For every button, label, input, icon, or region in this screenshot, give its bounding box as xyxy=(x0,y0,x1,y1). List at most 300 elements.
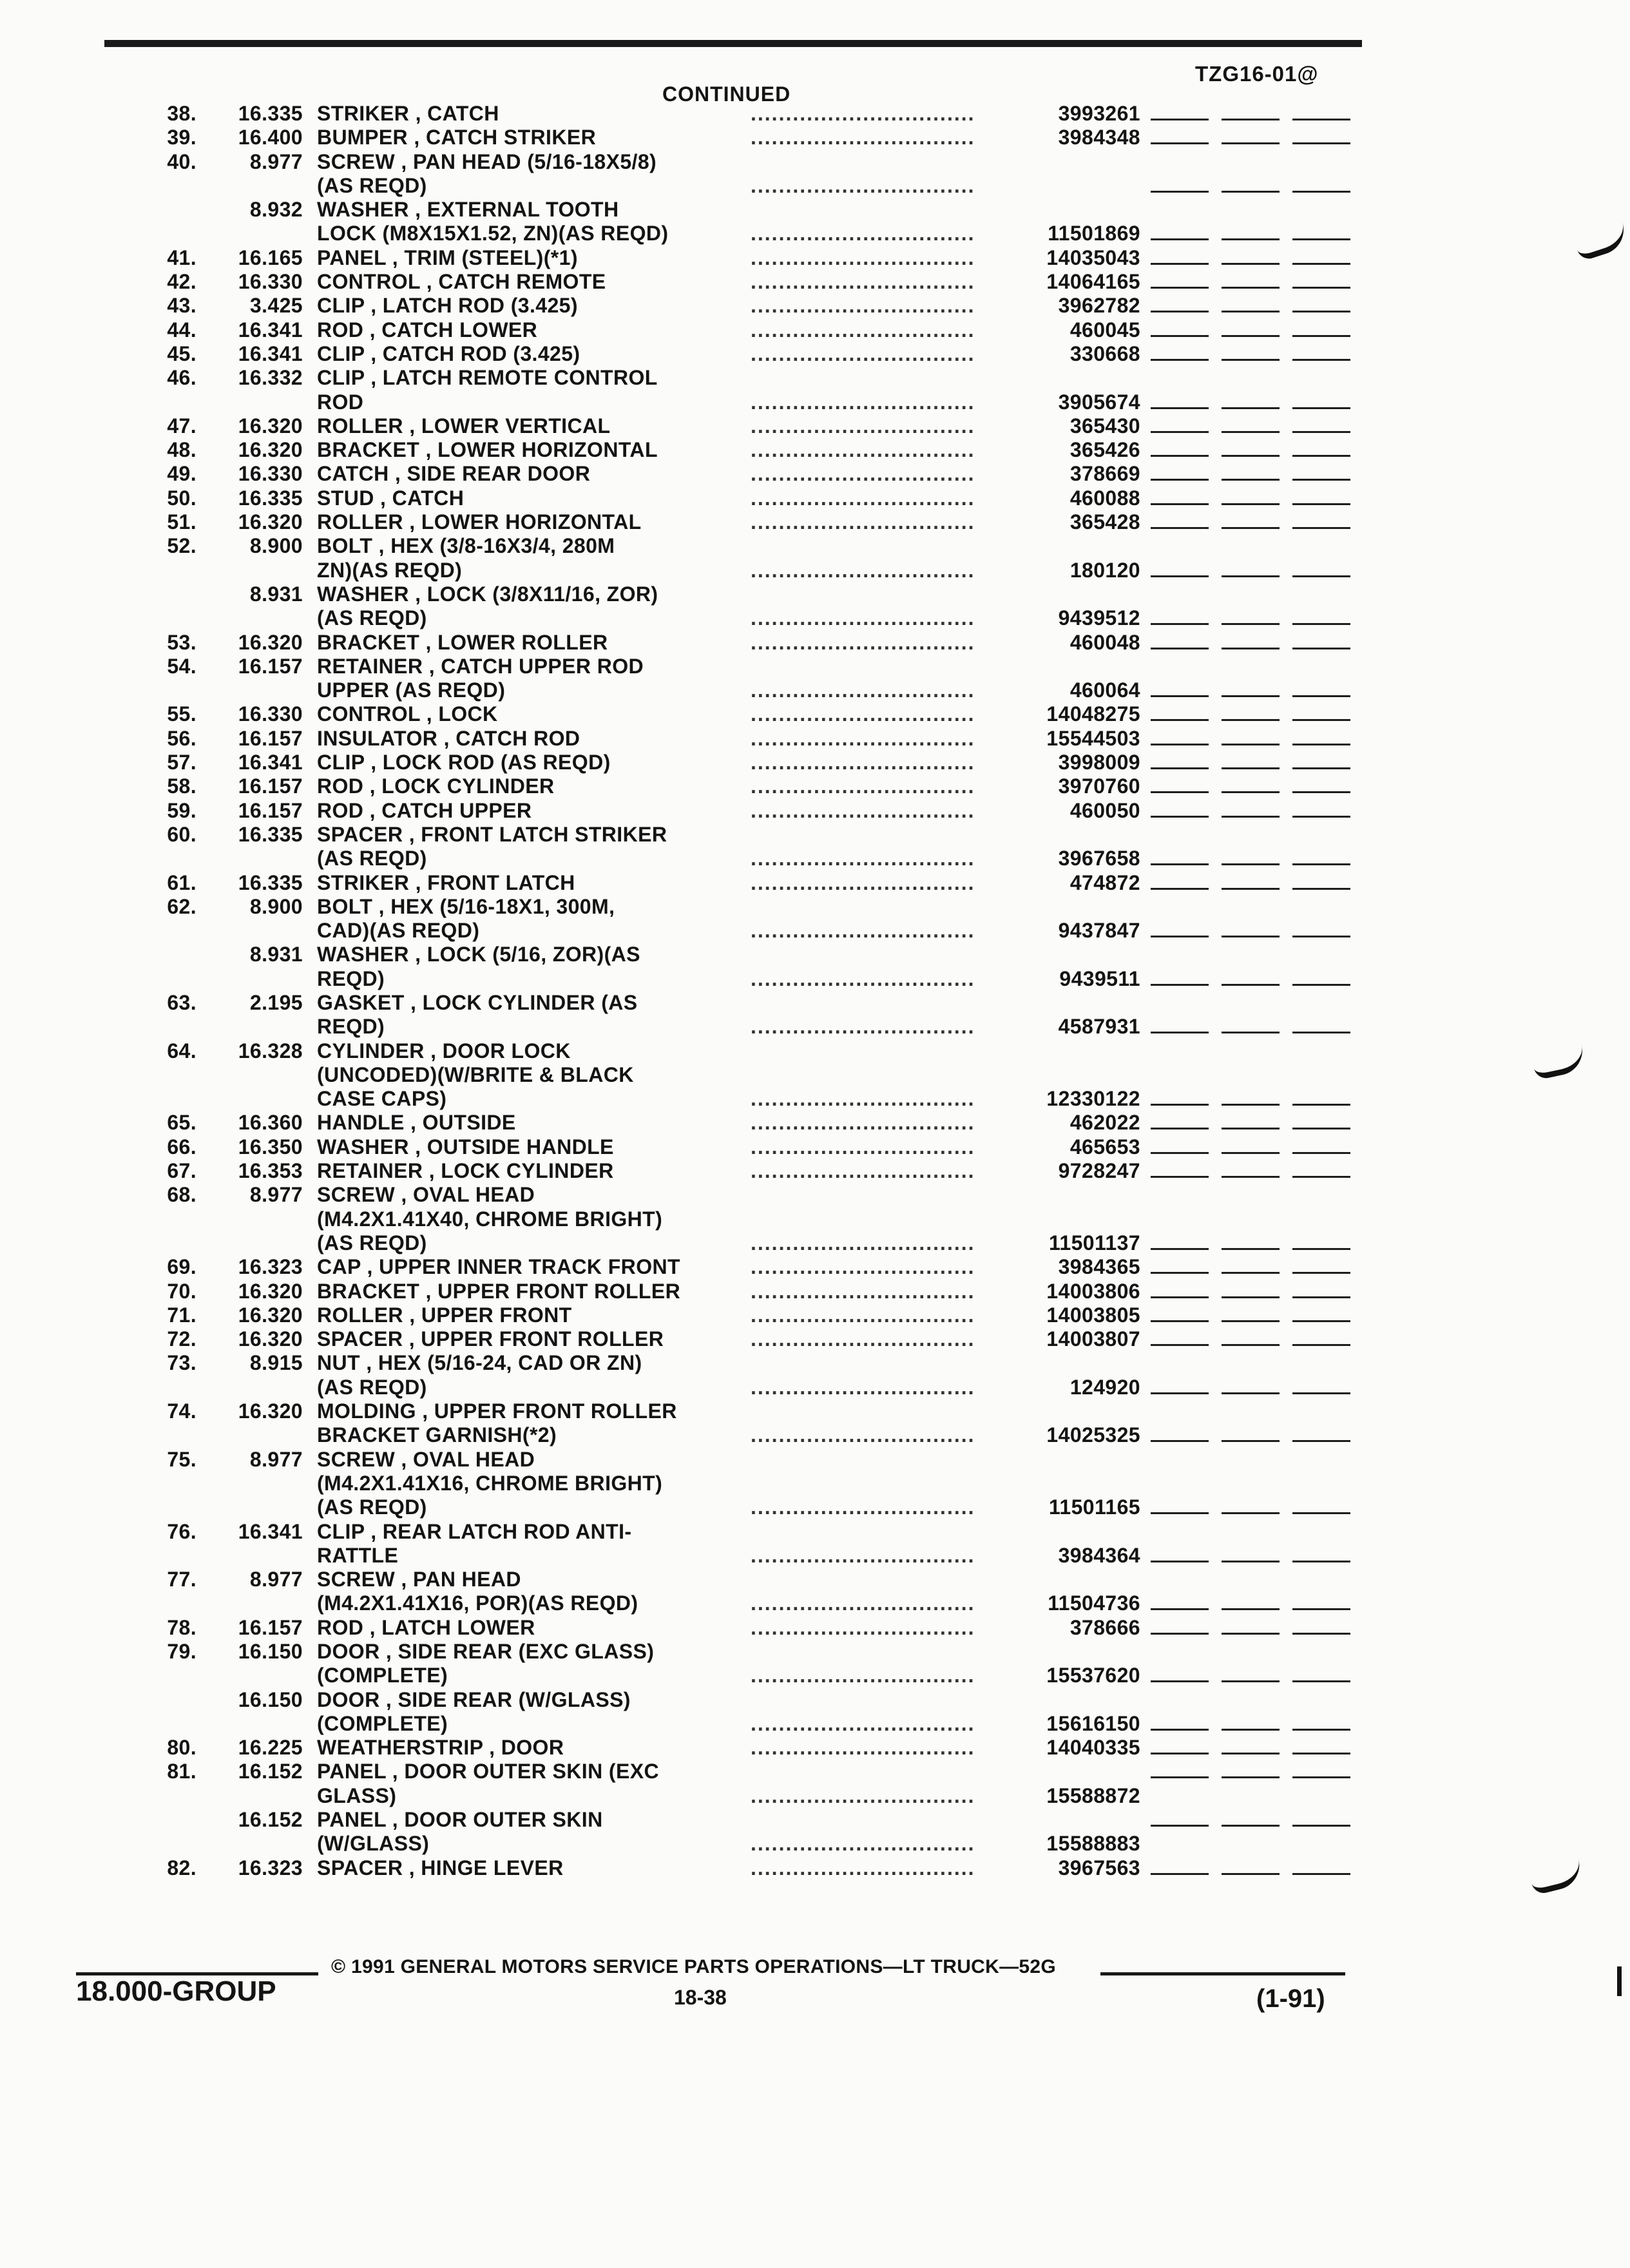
part-name: PANEL xyxy=(317,1808,387,1832)
part-name: ROD xyxy=(317,318,364,341)
quantity-blanks xyxy=(1151,455,1357,459)
blank-line xyxy=(1151,1104,1209,1106)
table-row xyxy=(0,1376,1629,1399)
blank-line xyxy=(1151,287,1209,289)
part-description xyxy=(317,582,713,606)
leader-dots: ................................ xyxy=(751,1375,975,1399)
part-description xyxy=(317,1255,713,1279)
item-number: 74. xyxy=(167,1399,197,1423)
blank-line xyxy=(1292,455,1350,457)
group-number: 16.320 xyxy=(238,1279,303,1303)
leader-dots: ................................ xyxy=(751,1423,975,1447)
part-name: ROD xyxy=(317,774,364,798)
table-row xyxy=(0,1255,1629,1279)
item-number: 82. xyxy=(167,1856,197,1879)
blank-line xyxy=(1151,119,1209,120)
part-qualifier: , UPPER FRONT ROLLER xyxy=(422,1399,677,1423)
item-number: 66. xyxy=(167,1135,197,1158)
item-number: 64. xyxy=(167,1039,197,1062)
item-number: 78. xyxy=(167,1615,197,1639)
blank-line xyxy=(1151,1296,1209,1298)
leader-dots: ................................ xyxy=(751,1015,975,1039)
part-number: 14003806 xyxy=(1046,1279,1140,1303)
part-qualifier: (M4.2X1.41X16, CHROME BRIGHT) xyxy=(317,1471,663,1495)
blank-line xyxy=(1222,1512,1280,1514)
quantity-blanks xyxy=(1151,1392,1357,1396)
blank-line xyxy=(1222,527,1280,529)
part-name: NUT xyxy=(317,1351,360,1375)
group-number: 16.225 xyxy=(238,1736,303,1760)
group-number: 16.341 xyxy=(238,341,303,365)
blank-line xyxy=(1292,1272,1350,1274)
blank-line xyxy=(1222,1873,1280,1875)
part-number: 14040335 xyxy=(1046,1736,1140,1760)
part-number: 4587931 xyxy=(1058,1015,1140,1039)
blank-line xyxy=(1151,863,1209,865)
edge-mark xyxy=(1617,1966,1622,1996)
blank-line xyxy=(1151,744,1209,745)
quantity-blanks xyxy=(1151,767,1357,771)
item-number: 60. xyxy=(167,822,197,846)
part-qualifier: , LOCK CYLINDER xyxy=(428,1159,614,1183)
quantity-blanks xyxy=(1151,431,1357,435)
blank-line xyxy=(1222,1128,1280,1129)
blank-line xyxy=(1222,431,1280,433)
quantity-blanks xyxy=(1151,863,1357,867)
part-qualifier: , OVAL HEAD xyxy=(401,1183,535,1207)
leader-dots: ................................ xyxy=(751,438,975,462)
table-row xyxy=(0,342,1629,366)
part-qualifier: , DOOR OUTER SKIN (EXC xyxy=(392,1760,659,1783)
item-number: 76. xyxy=(167,1519,197,1543)
quantity-blanks xyxy=(1151,1440,1357,1444)
quantity-blanks xyxy=(1151,479,1357,483)
part-qualifier: (COMPLETE) xyxy=(317,1664,448,1687)
quantity-blanks xyxy=(1151,1873,1357,1877)
blank-line xyxy=(1222,1248,1280,1250)
table-row xyxy=(0,1351,1629,1375)
group-number: 16.152 xyxy=(238,1760,303,1783)
quantity-blanks xyxy=(1151,1344,1357,1348)
part-qualifier: , DOOR OUTER SKIN xyxy=(392,1808,603,1832)
item-number: 58. xyxy=(167,774,197,798)
group-number: 3.425 xyxy=(249,294,303,318)
part-qualifier: , LOCK (3/8X11/16, ZOR) xyxy=(415,582,658,606)
blank-line xyxy=(1222,191,1280,193)
quantity-blanks xyxy=(1151,191,1357,195)
part-name: STUD xyxy=(317,486,374,510)
blank-line xyxy=(1292,1561,1350,1562)
quantity-blanks xyxy=(1151,719,1357,723)
quantity-blanks xyxy=(1151,407,1357,411)
table-row xyxy=(0,294,1629,318)
quantity-blanks xyxy=(1151,1633,1357,1637)
part-name: WASHER xyxy=(317,198,409,222)
leader-dots: ................................ xyxy=(751,1856,975,1879)
item-number: 61. xyxy=(167,870,197,894)
quantity-blanks xyxy=(1151,119,1357,122)
part-qualifier: REQD) xyxy=(317,966,385,990)
group-number: 16.400 xyxy=(238,126,303,149)
blank-line xyxy=(1222,455,1280,457)
leader-dots: ................................ xyxy=(751,966,975,990)
table-row xyxy=(0,895,1629,919)
blank-line xyxy=(1292,407,1350,409)
table-row xyxy=(0,1087,1629,1111)
blank-line xyxy=(1222,575,1280,577)
table-row xyxy=(0,1327,1629,1351)
blank-line xyxy=(1292,1753,1350,1754)
leader-dots: ................................ xyxy=(751,245,975,269)
table-row xyxy=(0,1472,1629,1495)
blank-line xyxy=(1222,1825,1280,1827)
part-qualifier: , CATCH xyxy=(380,486,465,510)
leader-dots: ................................ xyxy=(751,1087,975,1111)
blank-line xyxy=(1292,1344,1350,1346)
part-description xyxy=(317,1087,713,1111)
table-row xyxy=(0,606,1629,630)
quantity-blanks xyxy=(1151,1825,1357,1829)
part-qualifier: , LATCH ROD (3.425) xyxy=(370,294,578,318)
part-number: 3993261 xyxy=(1058,102,1140,125)
part-number: 330668 xyxy=(1069,341,1140,365)
quantity-blanks xyxy=(1151,359,1357,363)
blank-line xyxy=(1292,238,1350,240)
part-description xyxy=(317,1736,713,1760)
table-row xyxy=(0,847,1629,870)
blank-line xyxy=(1222,984,1280,986)
part-qualifier: , LATCH REMOTE CONTROL xyxy=(370,366,658,390)
blank-line xyxy=(1292,311,1350,312)
table-row xyxy=(0,1063,1629,1087)
part-description xyxy=(317,967,713,991)
group-number: 16.320 xyxy=(238,1399,303,1423)
part-name: SPACER xyxy=(317,1327,403,1351)
part-qualifier: , LOWER ROLLER xyxy=(425,630,608,654)
blank-line xyxy=(1292,1633,1350,1635)
part-name: PANEL xyxy=(317,1760,387,1783)
table-row xyxy=(0,222,1629,245)
quantity-blanks xyxy=(1151,238,1357,242)
part-description xyxy=(317,1351,713,1375)
part-number: 11501869 xyxy=(1048,222,1140,245)
blank-line xyxy=(1151,767,1209,769)
blank-line xyxy=(1222,335,1280,337)
leader-dots: ................................ xyxy=(751,1231,975,1254)
table-row xyxy=(0,1591,1629,1615)
blank-line xyxy=(1222,791,1280,793)
quantity-blanks xyxy=(1151,1561,1357,1564)
item-number: 53. xyxy=(167,630,197,654)
part-description xyxy=(317,366,713,390)
part-number: 11501137 xyxy=(1048,1231,1140,1254)
part-description xyxy=(317,559,713,582)
blank-line xyxy=(1151,1032,1209,1033)
blank-line xyxy=(1222,623,1280,625)
leader-dots: ................................ xyxy=(751,1111,975,1135)
blank-line xyxy=(1292,984,1350,986)
leader-dots: ................................ xyxy=(751,1495,975,1519)
part-qualifier: (AS REQD) xyxy=(317,173,427,197)
part-number: 3967658 xyxy=(1058,847,1140,870)
part-number: 3984364 xyxy=(1058,1543,1140,1567)
leader-dots: ................................ xyxy=(751,1664,975,1687)
item-number: 80. xyxy=(167,1736,197,1760)
blank-line xyxy=(1151,719,1209,721)
part-qualifier: ROD xyxy=(317,390,364,414)
part-name: ROD xyxy=(317,798,364,822)
blank-line xyxy=(1151,1344,1209,1346)
table-row xyxy=(0,1616,1629,1640)
part-description xyxy=(317,847,713,870)
part-qualifier: LOCK (M8X15X1.52, ZN)(AS REQD) xyxy=(317,222,669,245)
blank-line xyxy=(1222,1176,1280,1178)
group-number: 16.335 xyxy=(238,486,303,510)
part-number: 11504736 xyxy=(1048,1591,1140,1615)
group-number: 16.320 xyxy=(238,510,303,534)
blank-line xyxy=(1292,191,1350,193)
leader-dots: ................................ xyxy=(751,510,975,534)
part-name: BOLT xyxy=(317,534,373,558)
blank-line xyxy=(1151,1753,1209,1754)
part-number: 365430 xyxy=(1069,414,1140,437)
part-description xyxy=(317,1808,713,1832)
group-number: 16.350 xyxy=(238,1135,303,1158)
table-row xyxy=(0,270,1629,294)
quantity-blanks xyxy=(1151,816,1357,820)
part-name: SCREW xyxy=(317,1568,396,1591)
footer-group: 18.000-GROUP xyxy=(76,1975,276,2007)
part-name: ROD xyxy=(317,1615,364,1639)
table-row xyxy=(0,1207,1629,1231)
item-number: 45. xyxy=(167,341,197,365)
part-description xyxy=(317,1688,713,1712)
quantity-blanks xyxy=(1151,1176,1357,1180)
leader-dots: ................................ xyxy=(751,847,975,870)
table-row xyxy=(0,1520,1629,1544)
blank-line xyxy=(1222,1729,1280,1731)
item-number: 51. xyxy=(167,510,197,534)
group-number: 16.165 xyxy=(238,245,303,269)
quantity-blanks xyxy=(1151,984,1357,988)
part-name: SPACER xyxy=(317,1856,403,1879)
item-number: 65. xyxy=(167,1111,197,1135)
part-description xyxy=(317,222,713,245)
part-description xyxy=(317,1472,713,1495)
item-number: 43. xyxy=(167,294,197,318)
part-number: 3998009 xyxy=(1058,751,1140,774)
quantity-blanks xyxy=(1151,263,1357,267)
part-name: SCREW xyxy=(317,1183,396,1207)
blank-line xyxy=(1222,1440,1280,1442)
part-name: STRIKER xyxy=(317,102,410,125)
quantity-blanks xyxy=(1151,1776,1357,1780)
blank-line xyxy=(1292,816,1350,818)
blank-line xyxy=(1151,1440,1209,1442)
blank-line xyxy=(1222,1152,1280,1154)
part-number: 14003805 xyxy=(1046,1303,1140,1327)
part-number: 14003807 xyxy=(1046,1327,1140,1351)
part-description xyxy=(317,1640,713,1664)
part-name: CLIP xyxy=(317,341,365,365)
blank-line xyxy=(1222,479,1280,481)
part-qualifier: , FRONT LATCH STRIKER xyxy=(408,822,667,846)
part-name: INSULATOR xyxy=(317,726,438,750)
part-description xyxy=(317,534,713,558)
table-row xyxy=(0,1856,1629,1880)
part-name: BRACKET xyxy=(317,1279,420,1303)
blank-line xyxy=(1222,744,1280,745)
leader-dots: ................................ xyxy=(751,1591,975,1615)
footer-page-number: 18-38 xyxy=(674,1986,727,2009)
group-number: 16.360 xyxy=(238,1111,303,1135)
group-number: 16.152 xyxy=(238,1808,303,1832)
leader-dots: ................................ xyxy=(751,798,975,822)
part-description xyxy=(317,1231,713,1255)
table-row xyxy=(0,150,1629,174)
part-number: 9439511 xyxy=(1059,966,1140,990)
blank-line xyxy=(1222,1032,1280,1033)
part-name: ROLLER xyxy=(317,414,403,437)
blank-line xyxy=(1292,791,1350,793)
group-number: 16.157 xyxy=(238,798,303,822)
table-row xyxy=(0,126,1629,149)
quantity-blanks xyxy=(1151,1032,1357,1035)
item-number: 41. xyxy=(167,245,197,269)
leader-dots: ................................ xyxy=(751,102,975,125)
part-description xyxy=(317,1135,713,1159)
table-row xyxy=(0,1736,1629,1760)
part-number: 3970760 xyxy=(1058,774,1140,798)
part-qualifier: GLASS) xyxy=(317,1783,397,1807)
part-description xyxy=(317,702,713,726)
table-row xyxy=(0,414,1629,438)
group-number: 16.335 xyxy=(238,870,303,894)
part-description xyxy=(317,246,713,270)
group-number: 16.335 xyxy=(238,102,303,125)
blank-line xyxy=(1222,695,1280,697)
part-name: BRACKET xyxy=(317,438,420,462)
item-number: 70. xyxy=(167,1279,197,1303)
group-number: 8.931 xyxy=(249,582,303,606)
part-number: 15588872 xyxy=(1046,1783,1140,1807)
group-number: 16.320 xyxy=(238,1303,303,1327)
group-number: 16.157 xyxy=(238,654,303,678)
group-number: 8.977 xyxy=(249,1447,303,1471)
part-number: 9439512 xyxy=(1058,606,1140,630)
table-row xyxy=(0,1568,1629,1591)
quantity-blanks xyxy=(1151,335,1357,339)
quantity-blanks xyxy=(1151,287,1357,291)
part-name: CLIP xyxy=(317,751,365,774)
blank-line xyxy=(1292,527,1350,529)
quantity-blanks xyxy=(1151,1512,1357,1516)
group-number: 16.320 xyxy=(238,1327,303,1351)
table-row xyxy=(0,390,1629,414)
part-description xyxy=(317,895,713,919)
part-qualifier: (COMPLETE) xyxy=(317,1711,448,1735)
blank-line xyxy=(1151,263,1209,265)
blank-line xyxy=(1151,1176,1209,1178)
group-number: 16.353 xyxy=(238,1159,303,1183)
part-name: BOLT xyxy=(317,894,373,918)
part-number: 3967563 xyxy=(1058,1856,1140,1879)
blank-line xyxy=(1222,287,1280,289)
part-qualifier: , CATCH xyxy=(415,102,499,125)
leader-dots: ................................ xyxy=(751,318,975,341)
blank-line xyxy=(1222,1392,1280,1394)
blank-line xyxy=(1292,1248,1350,1250)
table-row xyxy=(0,582,1629,606)
group-number: 16.150 xyxy=(238,1687,303,1711)
part-description xyxy=(317,823,713,847)
footer-rule-right xyxy=(1100,1972,1345,1975)
blank-line xyxy=(1292,142,1350,144)
part-qualifier: , CATCH ROD (3.425) xyxy=(370,341,580,365)
part-name: CYLINDER xyxy=(317,1039,425,1062)
blank-line xyxy=(1151,142,1209,144)
blank-line xyxy=(1292,263,1350,265)
blank-line xyxy=(1151,1128,1209,1129)
part-qualifier: , LATCH LOWER xyxy=(369,1615,535,1639)
part-description xyxy=(317,1495,713,1519)
part-name: SCREW xyxy=(317,149,396,173)
part-number: 15588883 xyxy=(1046,1832,1140,1856)
quantity-blanks xyxy=(1151,936,1357,939)
leader-dots: ................................ xyxy=(751,1711,975,1735)
part-description xyxy=(317,1520,713,1544)
item-number: 40. xyxy=(167,149,197,173)
blank-line xyxy=(1292,359,1350,361)
blank-line xyxy=(1151,888,1209,890)
leader-dots: ................................ xyxy=(751,173,975,197)
blank-line xyxy=(1222,119,1280,120)
leader-dots: ................................ xyxy=(751,1135,975,1158)
item-number: 63. xyxy=(167,990,197,1014)
leader-dots: ................................ xyxy=(751,270,975,294)
group-number: 16.328 xyxy=(238,1039,303,1062)
blank-line xyxy=(1292,119,1350,120)
table-row xyxy=(0,102,1629,126)
part-name: WASHER xyxy=(317,582,409,606)
table-row xyxy=(0,1448,1629,1472)
table-row xyxy=(0,799,1629,823)
table-row xyxy=(0,751,1629,774)
part-name: CLIP xyxy=(317,1519,365,1543)
blank-line xyxy=(1151,695,1209,697)
part-name: CLIP xyxy=(317,294,365,318)
part-description xyxy=(317,655,713,678)
part-qualifier: (AS REQD) xyxy=(317,606,427,630)
blank-line xyxy=(1222,311,1280,312)
blank-line xyxy=(1292,503,1350,505)
group-number: 8.931 xyxy=(249,943,303,966)
quantity-blanks xyxy=(1151,695,1357,699)
blank-line xyxy=(1222,238,1280,240)
part-qualifier: , LOCK CYLINDER (AS xyxy=(410,990,638,1014)
part-description xyxy=(317,1159,713,1183)
blank-line xyxy=(1222,1608,1280,1610)
group-number: 8.900 xyxy=(249,534,303,558)
part-description xyxy=(317,486,713,510)
group-number: 8.900 xyxy=(249,894,303,918)
part-name: SCREW xyxy=(317,1447,396,1471)
blank-line xyxy=(1222,263,1280,265)
quantity-blanks xyxy=(1151,1128,1357,1131)
table-row xyxy=(0,1808,1629,1832)
part-qualifier: , UPPER FRONT ROLLER xyxy=(408,1327,664,1351)
part-qualifier: (W/GLASS) xyxy=(317,1832,430,1856)
